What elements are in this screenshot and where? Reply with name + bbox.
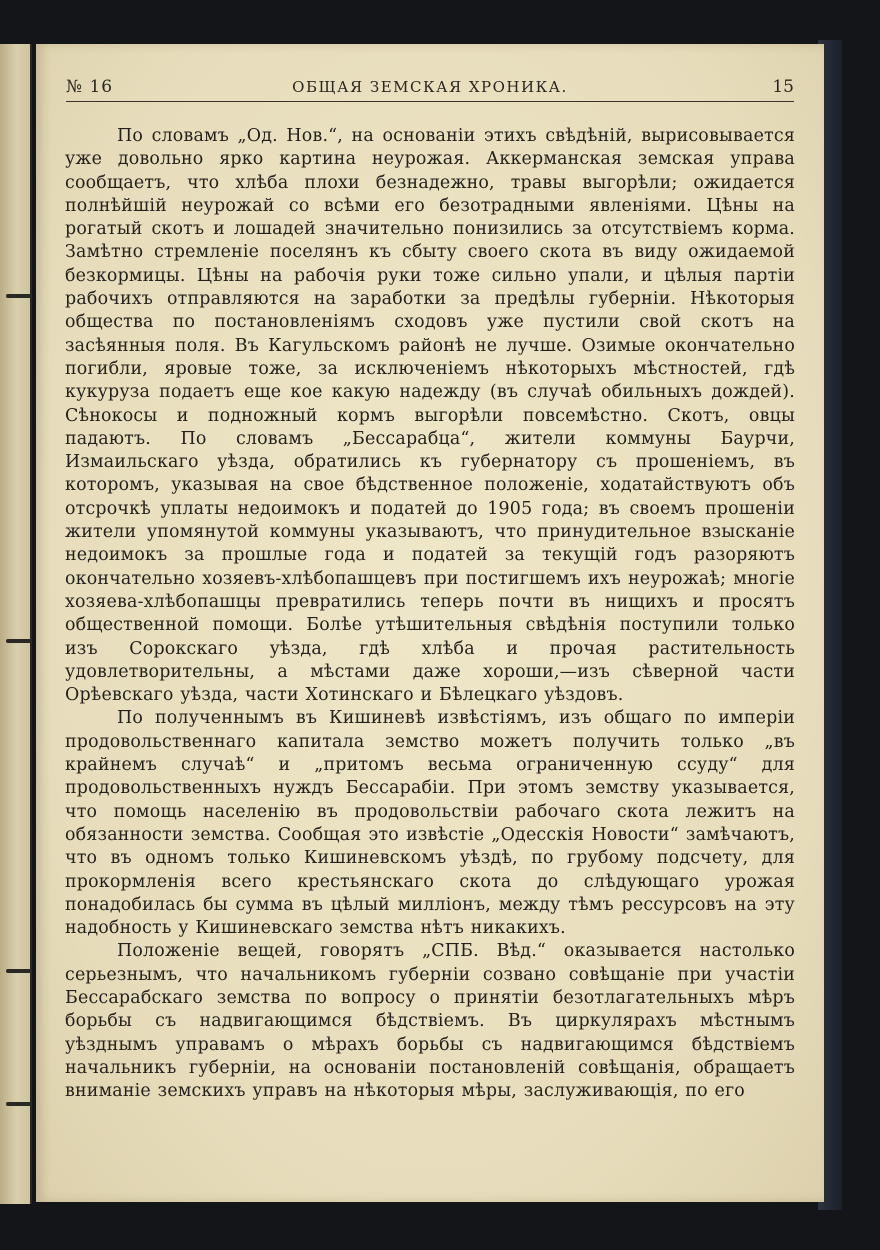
- binding-stitch: [6, 969, 32, 973]
- binding-stitch: [6, 294, 32, 298]
- article-body: [65, 125, 795, 1103]
- paragraph: Положеніе вещей, говорятъ „СПБ. Вѣд.“ оказывается настолько серьезнымъ, что начальникомъ губерніи созвано совѣщаніе при участіи Бессарабскаго земства по вопросу о принятіи безотлагательныхъ мѣръ борьбы съ надвигающимся бѣдствіемъ. Въ циркулярахъ мѣстнымъ уѣзднымъ управамъ о мѣрахъ борьбы съ надвигающимся бѣдствіемъ начальникъ губерніи, на основаніи постановленій совѣщанія, обращаетъ вниманіе земскихъ управъ на нѣкоторыя мѣры, заслуживающія, по его: [65, 941, 795, 1102]
- binding-stitch: [6, 1102, 32, 1106]
- running-title: ОБЩАЯ ЗЕМСКАЯ ХРОНИКА.: [292, 78, 568, 96]
- paragraph: По полученнымъ въ Кишиневѣ извѣстіямъ, изъ общаго по имперіи продовольственнаго капитала земство можетъ получить только „въ крайнемъ случаѣ“ и „притомъ весьма ограниченную ссуду“ для продовольственныхъ нуждъ Бессарабіи. При этомъ земству указывается, что помощь населенію въ продовольствіи рабочаго скота лежитъ на обязанности земства. Сообщая это извѣстіе „Одесскія Новости“ замѣчаютъ, что въ одномъ только Кишиневскомъ уѣздѣ, по грубому подсчету, для прокормленія всего крестьянскаго скота до слѣдующаго урожая понадобилась бы сумма въ цѣлый милліонъ, между тѣмъ рессурсовъ на эту надобность у Кишиневскаго земства нѣтъ никакихъ.: [65, 708, 795, 939]
- binding-stitch: [6, 639, 32, 643]
- book-page: [36, 44, 824, 1202]
- page-number: 15: [772, 77, 794, 97]
- running-header: [66, 77, 794, 102]
- left-page-edge: [0, 44, 32, 1204]
- issue-number: № 16: [66, 77, 114, 97]
- paragraph: По словамъ „Од. Нов.“, на основаніи этихъ свѣдѣній, вырисовывается уже довольно ярко картина неурожая. Аккерманская земская управа сообщаетъ, что хлѣба плохи безнадежно, травы выгорѣли; ожидается полнѣйшій неурожай со всѣми его безотрадными явленіями. Цѣны на рогатый скотъ и лошадей значительно понизились за отсутствіемъ корма. Замѣтно стремленіе поселянъ къ сбыту своего скота въ виду ожидаемой безкормицы. Цѣны на рабочія руки тоже сильно упали, и цѣлыя партіи рабочихъ отправляются на заработки за предѣлы губерніи. Нѣкоторыя общества по постановленіямъ сходовъ уже пустили свой скотъ на засѣянныя поля. Въ Кагульскомъ районѣ не лучше. Озимые окончательно погибли, яровые тоже, за исключеніемъ нѣкоторыхъ мѣстностей, гдѣ кукуруза подаетъ еще кое какую надежду (въ случаѣ обильныхъ дождей). Сѣнокосы и подножный кормъ выгорѣли повсемѣстно. Скотъ, овцы падаютъ. По словамъ „Бессарабца“, жители коммуны Баурчи, Измаильскаго уѣзда, обратились къ губернатору съ прошеніемъ, въ которомъ, указывая на свое бѣдственное положеніе, ходатайствуютъ объ отсрочкѣ уплаты недоимокъ и податей до 1905 года; въ своемъ прошеніи жители упомянутой коммуны указываютъ, что принудительное взысканіе недоимокъ за прошлые года и податей за текущій годъ разоряютъ окончательно хозяевъ-хлѣбопашцевъ при постигшемъ ихъ неурожаѣ; многіе хозяева-хлѣбопашцы превратились теперь почти въ нищихъ и просятъ общественной помощи. Болѣе утѣшительныя свѣдѣнія поступили только изъ Сорокскаго уѣзда, гдѣ хлѣба и прочая растительность удовлетворительны, а мѣстами даже хороши,—изъ сѣверной части Орѣевскаго уѣзда, части Хотинскаго и Бѣлецкаго уѣздовъ.: [65, 126, 795, 706]
